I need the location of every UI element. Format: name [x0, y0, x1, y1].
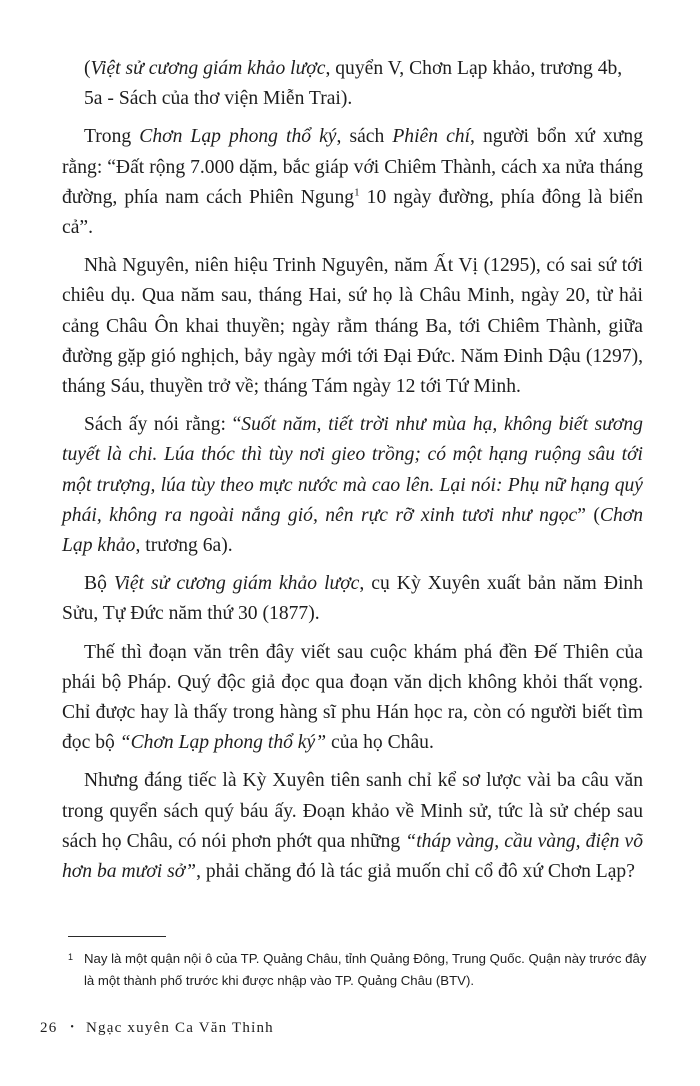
text-run: , người bổn xứ xưng rằng: “Đất rộng 7.000 dặm, bắc giáp với Chiêm Thành, cách xa nửa tháng đường, phía nam cách Phiên Ngung — [62, 126, 643, 208]
text-run: Nhà Nguyên, niên hiệu Trinh Nguyên, năm Ất Vị (1295), có sai sứ tới chiêu dụ. Qua năm sau, tháng Hai, sứ họ là Châu Minh, ngày 20, từ hải cảng Châu Ôn khai thuyền; ngày rằm tháng Ba, tới Chiêm Thành, giữa đường gặp gió nghịch, bảy ngày mới tới Đại Đức. Năm Đinh Dậu (1297), tháng Sáu, thuyền trở về; tháng Tám ngày 12 tới Tứ Minh. — [62, 255, 643, 398]
text-run: , phải chăng đó là tác giả muốn chỉ cổ đô xứ Chơn Lạp? — [196, 861, 635, 883]
footnote-reference[interactable]: 1 — [354, 186, 360, 199]
italic-text-run: Việt sử cương giám khảo lược — [90, 58, 326, 79]
text-run: Sách ấy nói rằng: “ — [84, 414, 242, 436]
italic-text-run: “tháp vàng, cầu vàng, điện võ hơn ba mươi sở” — [62, 830, 643, 883]
text-run: , cụ Kỳ Xuyên xuất bản năm Đinh Sửu, Tự Đức năm thứ 30 (1877). — [62, 573, 644, 625]
bullet-separator-icon: • — [70, 1022, 76, 1033]
footnote — [68, 948, 658, 992]
paragraph-viet-su — [62, 569, 643, 629]
text-run: Trong — [84, 126, 140, 148]
paragraph-nha-nguyen — [62, 251, 643, 402]
paragraph-citation — [62, 54, 643, 114]
italic-text-run: Phiên chí — [392, 126, 471, 148]
text-run: Thế thì đoạn văn trên đây viết sau cuộc khám phá đền Đế Thiên của phái bộ Pháp. Quý độc giả đọc qua đoạn văn dịch không khỏi thất vọng. Chỉ được hay là thấy trong hàng sĩ phu Hán học ra, còn có người biết tìm đọc bộ — [62, 641, 643, 754]
italic-text-run: “Chơn Lạp phong thổ ký” — [119, 732, 327, 754]
page-number: 26 — [40, 1020, 58, 1036]
running-title: Ngạc xuyên Ca Văn Thỉnh — [86, 1020, 274, 1036]
running-footer — [40, 1020, 274, 1037]
text-run: của họ Châu. — [326, 732, 434, 754]
footnote-divider — [68, 936, 166, 937]
text-run: 10 ngày đường, phía đông là biển cả”. — [62, 186, 643, 239]
text-run: Bộ — [84, 573, 114, 595]
paragraph-quote-sach-ay — [62, 410, 643, 561]
italic-text-run: Chơn Lạp khảo — [62, 504, 643, 557]
italic-text-run: Suốt năm, tiết trời như mùa hạ, không biết sương tuyết là chi. Lúa thóc thì tùy nơi gieo trồng; có một hạng ruộng sâu tới một trượng, lúa tùy theo mực nước mà cao lên. Lại nói: Phụ nữ hạng quý phái, không ra ngoài nắng gió, nên rực rỡ xinh tươi như ngọc — [62, 414, 643, 526]
footnote-text: Nay là một quận nội ô của TP. Quảng Châu, tỉnh Quảng Đông, Trung Quốc. Quận này trước đây là một thành phố trước khi được nhập vào TP. Quảng Châu (BTV). — [84, 951, 647, 988]
text-run: , trương 6a). — [135, 535, 233, 557]
text-run: ” ( — [577, 504, 600, 526]
text-run: Nhưng đáng tiếc là Kỳ Xuyên tiên sanh chỉ kể sơ lược vài ba câu văn trong quyển sách quý báu ấy. Đoạn khảo về Minh sử, tức là sử chép sau sách họ Châu, có nói phơn phớt qua những — [62, 770, 643, 852]
text-run: ( — [84, 58, 91, 79]
text-run: , sách — [336, 126, 393, 148]
italic-text-run: Chơn Lạp phong thổ ký — [139, 126, 337, 148]
italic-text-run: Việt sử cương giám khảo lược — [113, 573, 360, 595]
paragraph-ky-xuyen — [62, 766, 643, 887]
text-run: , quyển V, Chơn Lạp khảo, trương 4b, 5a - Sách của thơ viện Miễn Trai). — [84, 58, 623, 110]
footnote-number: 1 — [68, 952, 74, 962]
page-body — [62, 54, 643, 895]
paragraph-de-thien — [62, 638, 643, 759]
paragraph-phong-tho-ky — [62, 122, 643, 243]
